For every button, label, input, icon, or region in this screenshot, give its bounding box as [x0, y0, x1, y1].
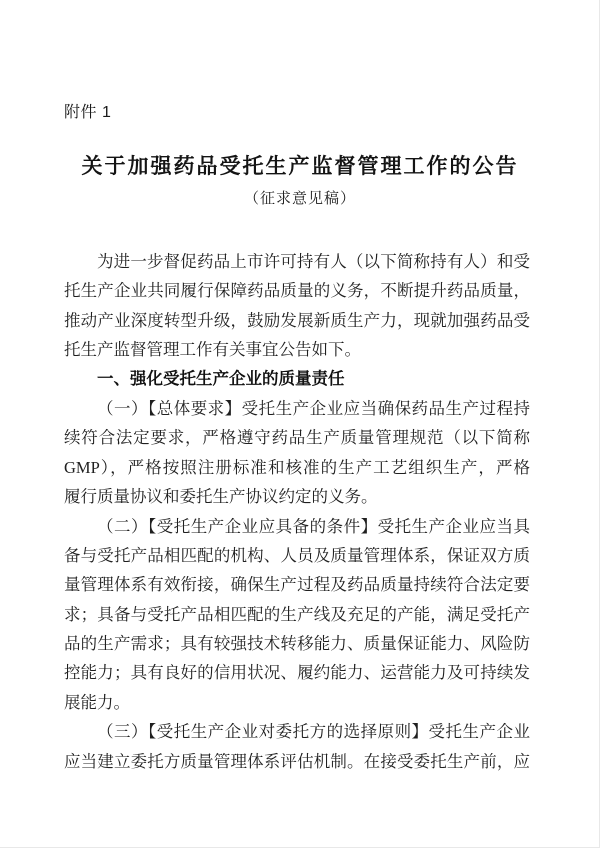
body-line: 履行质量协议和委托生产协议约定的义务。 — [64, 487, 378, 507]
body-line: （二）【受托生产企业应具备的条件】受托生产企业应当具 — [97, 516, 530, 536]
body-line: 托生产监督管理工作有关事宜公告如下。 — [64, 340, 361, 360]
body-line: 托生产企业共同履行保障药品质量的义务，不断提升药品质量， — [64, 281, 530, 301]
body-line: 应当建立委托方质量管理体系评估机制。在接受委托生产前，应 — [64, 751, 530, 771]
body-line: 续符合法定要求，严格遵守药品生产质量管理规范（以下简称 — [64, 428, 530, 448]
body-line: 品的生产需求；具有较强技术转移能力、质量保证能力、风险防 — [64, 634, 530, 654]
document-title: 关于加强药品受托生产监督管理工作的公告 — [81, 154, 519, 178]
document-subtitle: （征求意见稿） — [243, 191, 356, 207]
body-line: 备与受托产品相匹配的机构、人员及质量管理体系，保证双方质 — [64, 545, 530, 565]
document-body — [64, 247, 530, 776]
body-line: （一）【总体要求】受托生产企业应当确保药品生产过程持 — [97, 398, 530, 418]
body-line: 求；具备与受托产品相匹配的生产线及充足的产能，满足受托产 — [64, 604, 530, 624]
body-line: （三）【受托生产企业对委托方的选择原则】受托生产企业 — [97, 722, 530, 742]
body-line: 推动产业深度转型升级，鼓励发展新质生产力，现就加强药品受 — [64, 310, 530, 330]
body-line: 展能力。 — [64, 692, 130, 712]
section-heading: 一、强化受托生产企业的质量责任 — [97, 369, 345, 388]
body-line: 量管理体系有效衔接，确保生产过程及药品质量持续符合法定要 — [64, 575, 530, 595]
body-line: GMP），严格按照注册标准和核准的生产工艺组织生产，严格 — [64, 457, 530, 477]
body-line: 为进一步督促药品上市许可持有人（以下简称持有人）和受 — [97, 252, 530, 271]
attachment-label: 附件 1 — [64, 104, 112, 121]
body-line: 控能力；具有良好的信用状况、履约能力、运营能力及可持续发 — [64, 663, 530, 683]
